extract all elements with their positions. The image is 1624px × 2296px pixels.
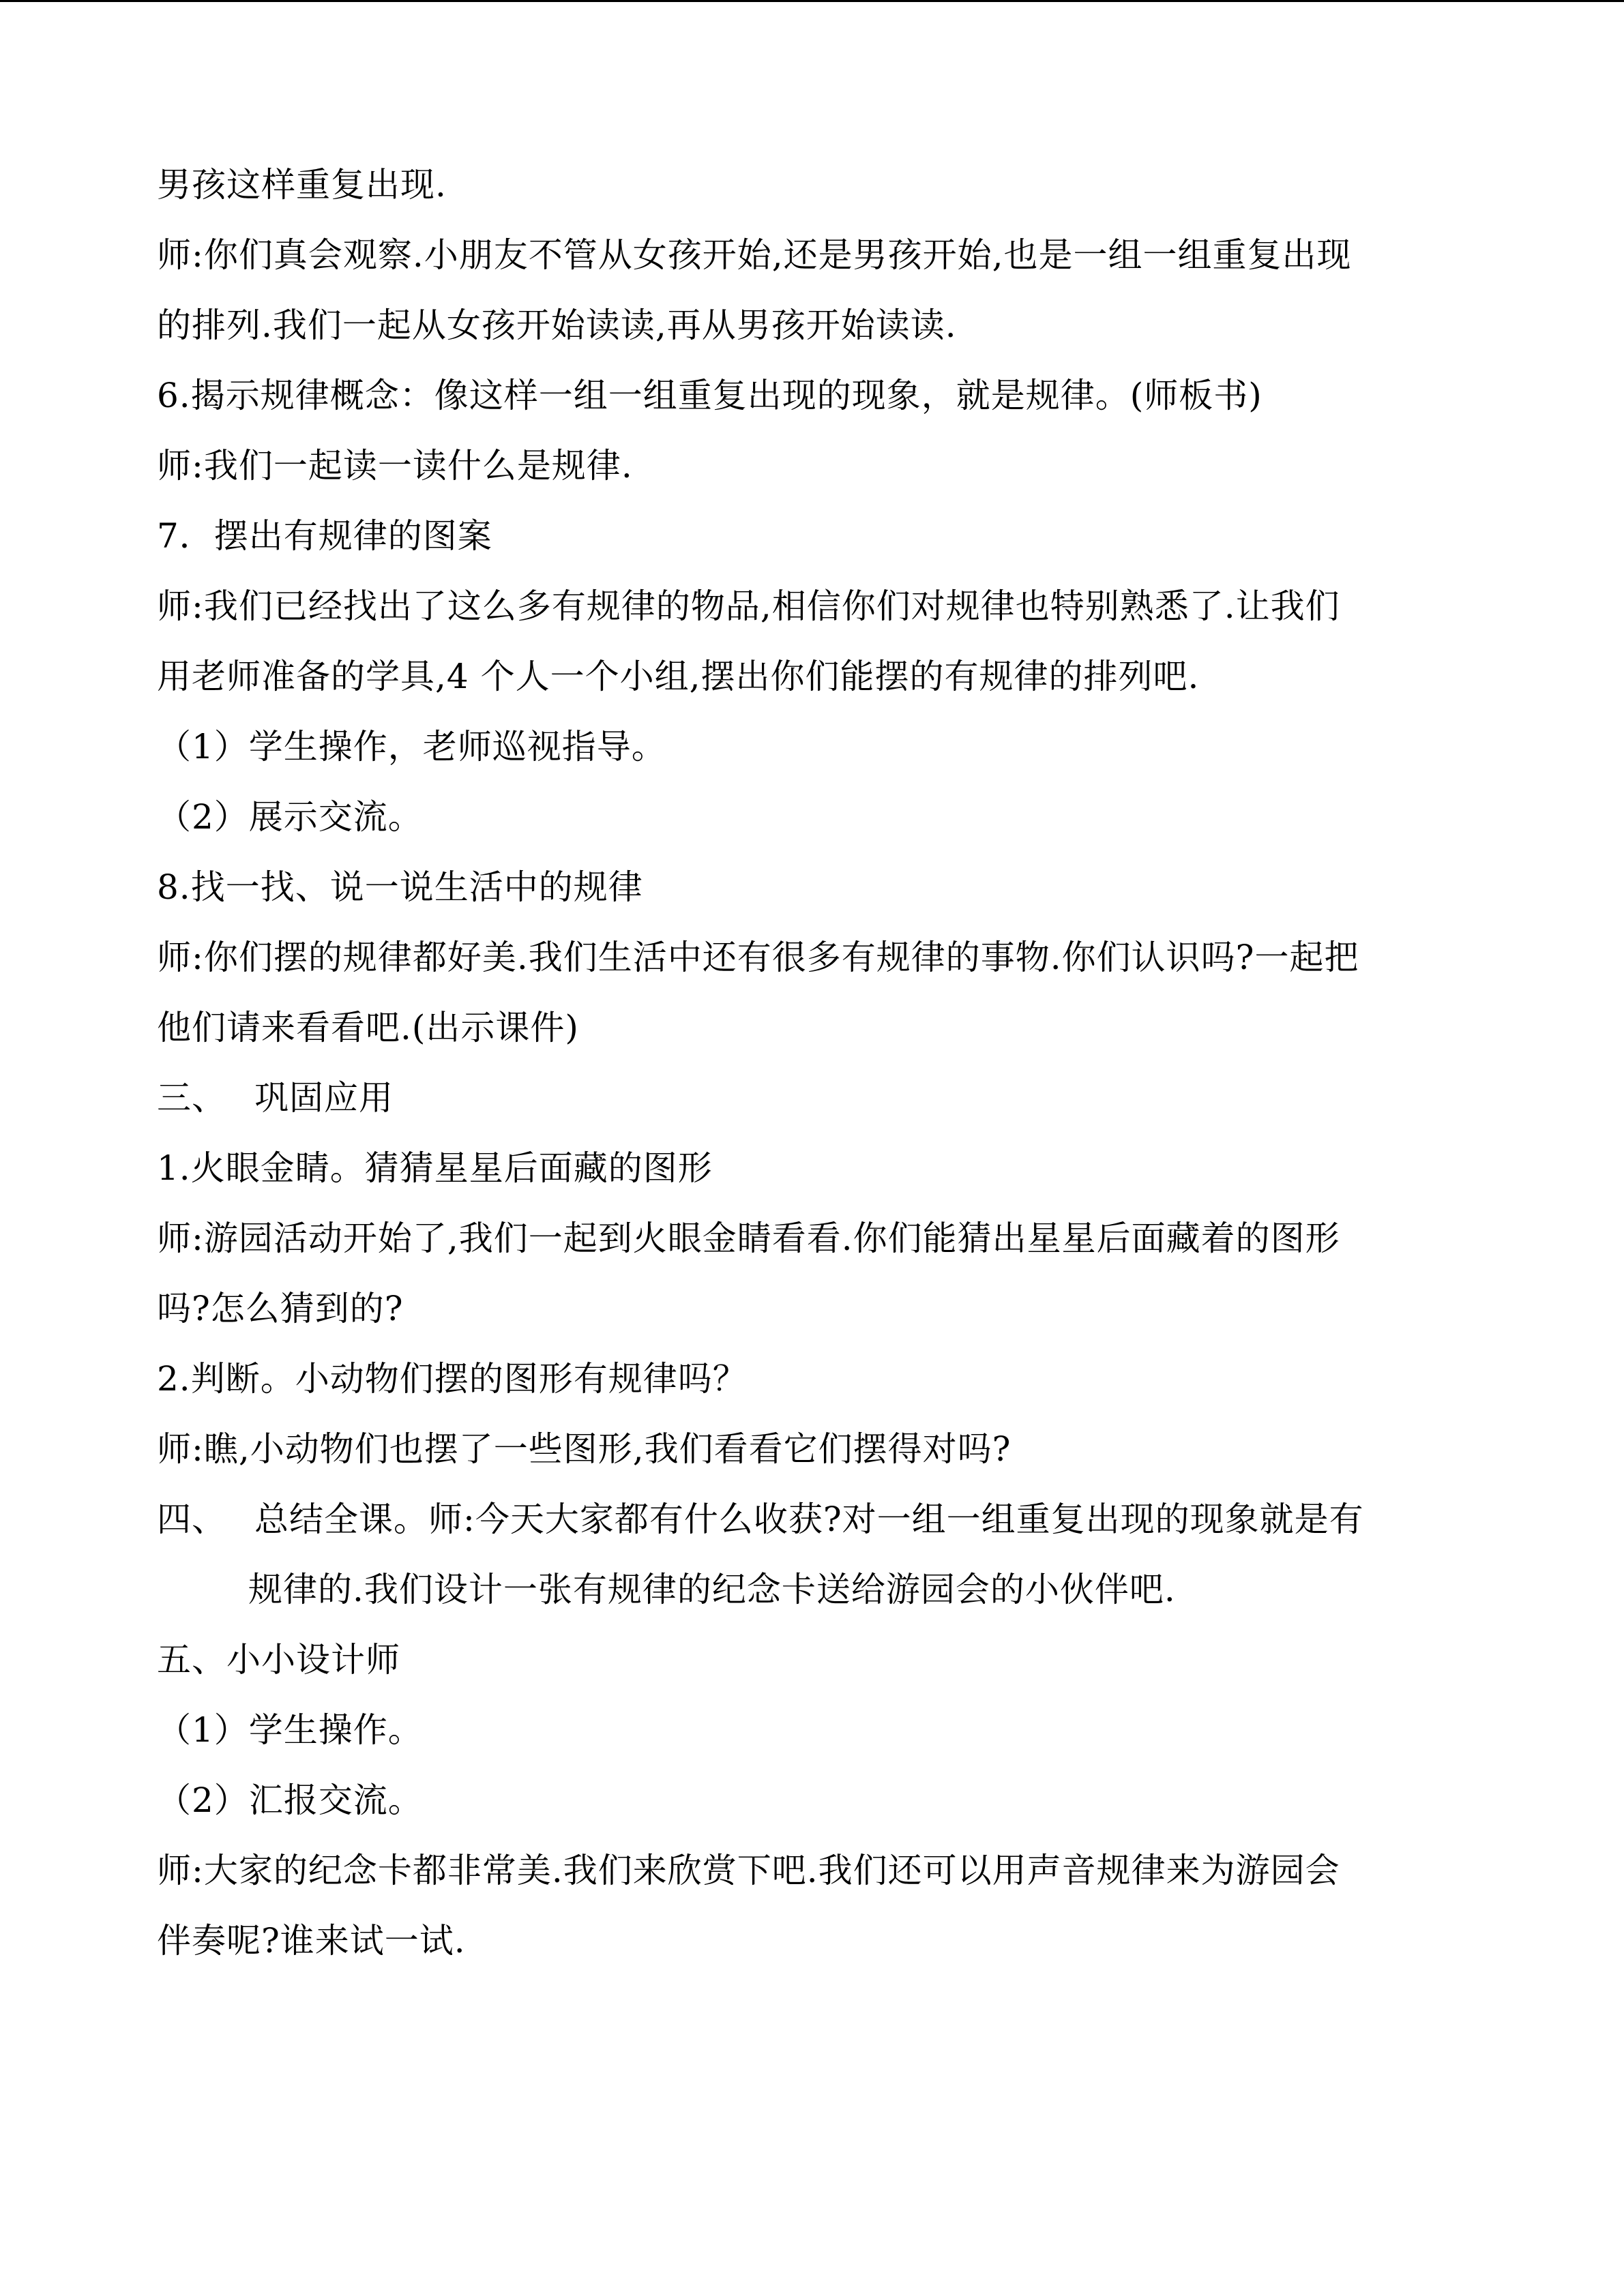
list-item: （1）学生操作。 [157, 1710, 423, 1750]
step-heading-2: 2.判断。小动物们摆的图形有规律吗？ [157, 1359, 748, 1399]
paragraph-line: 师:我们已经找出了这么多有规律的物品,相信你们对规律也特别熟悉了.让我们 [157, 586, 1340, 626]
section-heading-3 [157, 1063, 1473, 1133]
paragraph-line: 的排列.我们一起从女孩开始读读,再从男孩开始读读. [157, 305, 957, 345]
section-number: 三、 [157, 1078, 226, 1118]
step-heading-6: 6.揭示规律概念：像这样一组一组重复出现的现象，就是规律。(师板书) [157, 376, 1263, 415]
list-item: （2）展示交流。 [157, 797, 423, 837]
paragraph-line: 伴奏呢?谁来试一试. [157, 1921, 466, 1960]
paragraph-line: 师:你们摆的规律都好美.我们生活中还有很多有规律的事物.你们认识吗?一起把 [157, 938, 1359, 977]
paragraph-line: 师:你们真会观察.小朋友不管从女孩开始,还是男孩开始,也是一组一组重复出现 [157, 235, 1352, 275]
step-heading-8: 8.找一找、说一说生活中的规律 [157, 867, 643, 907]
section-heading-4 [157, 1485, 1473, 1555]
step-heading-1: 1.火眼金睛。猜猜星星后面藏的图形 [157, 1148, 713, 1188]
section-heading-5: 五、小小设计师 [157, 1640, 400, 1680]
paragraph-line: 师:我们一起读一读什么是规律. [157, 446, 633, 486]
paragraph-line: 师:游园活动开始了,我们一起到火眼金睛看看.你们能猜出星星后面藏着的图形 [157, 1219, 1340, 1258]
list-item: （1）学生操作，老师巡视指导。 [157, 727, 666, 766]
section-title: 巩固应用 [254, 1078, 394, 1118]
paragraph-line: 男孩这样重复出现. [157, 165, 447, 205]
paragraph-line: 师:瞧,小动物们也摆了一些图形,我们看看它们摆得对吗? [157, 1429, 1012, 1469]
paragraph-line: 他们请来看看吧.(出示课件) [157, 1008, 579, 1047]
top-border-rule [0, 0, 1624, 2]
list-item: （2）汇报交流。 [157, 1780, 423, 1820]
paragraph-line: 用老师准备的学具,4 个人一个小组,摆出你们能摆的有规律的排列吧. [157, 657, 1200, 696]
step-heading-7: 7．摆出有规律的图案 [157, 516, 492, 556]
section-text-continuation: 规律的.我们设计一张有规律的纪念卡送给游园会的小伙伴吧. [248, 1570, 1176, 1609]
section-text: 总结全课。师:今天大家都有什么收获?对一组一组重复出现的现象就是有 [254, 1500, 1364, 1539]
paragraph-line: 吗?怎么猜到的? [157, 1289, 404, 1328]
document-page [157, 150, 1473, 1976]
paragraph-line: 师:大家的纪念卡都非常美.我们来欣赏下吧.我们还可以用声音规律来为游园会 [157, 1851, 1340, 1890]
section-number: 四、 [157, 1500, 226, 1539]
section-4-block [157, 1485, 1473, 1625]
